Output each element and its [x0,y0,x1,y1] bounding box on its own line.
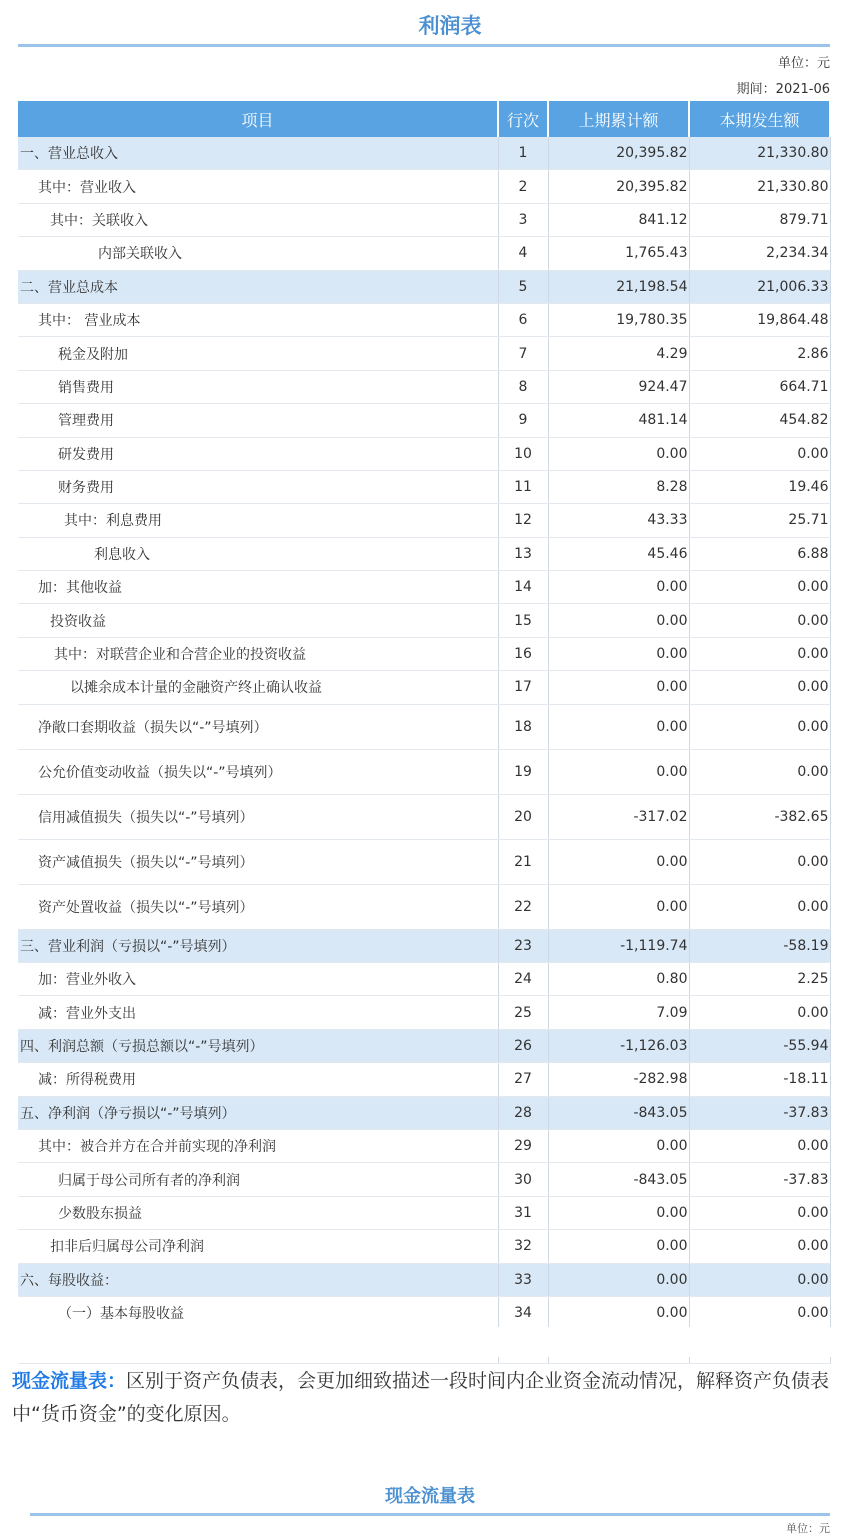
row-line-no: 29 [498,1129,548,1162]
row-item-name: 利息收入 [18,537,498,570]
table-row [18,270,830,303]
row-line-no: 4 [498,237,548,270]
row-prev-amount: 43.33 [548,504,689,537]
row-prev-amount: 924.47 [548,370,689,403]
row-prev-amount: 0.00 [548,1230,689,1263]
row-prev-amount: 0.00 [548,671,689,704]
row-prev-amount: 0.00 [548,884,689,929]
row-prev-amount: 0.00 [548,637,689,670]
row-curr-amount: 664.71 [689,370,830,403]
row-line-no: 6 [498,303,548,336]
cashflow-title: 现金流量表 [385,1486,475,1507]
row-line-no: 12 [498,504,548,537]
row-prev-amount: 0.00 [548,839,689,884]
row-curr-amount: 0.00 [689,1196,830,1229]
row-prev-amount: 0.00 [548,1296,689,1329]
header-prev-amount: 上期累计额 [548,101,689,137]
table-row [18,704,830,749]
row-line-no: 25 [498,996,548,1029]
table-row [18,963,830,996]
table-row [18,884,830,929]
header-line-no: 行次 [498,101,548,137]
row-line-no: 27 [498,1063,548,1096]
row-item-name: 六、每股收益： [18,1263,498,1296]
row-line-no: 17 [498,671,548,704]
row-curr-amount: 2,234.34 [689,237,830,270]
row-line-no: 2 [498,170,548,203]
row-prev-amount: -843.05 [548,1096,689,1129]
row-curr-amount: 0.00 [689,637,830,670]
row-line-no: 21 [498,839,548,884]
row-line-no: 14 [498,571,548,604]
table-row [18,404,830,437]
row-curr-amount: 879.71 [689,203,830,236]
table-row [18,671,830,704]
row-line-no: 26 [498,1029,548,1062]
row-prev-amount: -843.05 [548,1163,689,1196]
row-prev-amount: 20,395.82 [548,137,689,170]
table-row [18,604,830,637]
cashflow-title-divider [30,1513,830,1516]
table-row [18,303,830,336]
row-curr-amount: 0.00 [689,571,830,604]
row-prev-amount: 7.09 [548,996,689,1029]
row-curr-amount: 6.88 [689,537,830,570]
row-item-name: 减：营业外支出 [18,996,498,1029]
table-row [18,1063,830,1096]
table-row [18,794,830,839]
row-prev-amount: 0.00 [548,1129,689,1162]
cashflow-highlight: 现金流量表： [12,1370,127,1392]
row-item-name: 其中：利息费用 [18,504,498,537]
cashflow-text: 区别于资产负债表，会更加细致描述一段时间内企业资金流动情况，解释资产负债表中“货币资金”的变化原因。 [12,1370,830,1425]
table-row [18,1196,830,1229]
row-curr-amount: 0.00 [689,749,830,794]
table-row [18,637,830,670]
table-row [18,1163,830,1196]
row-curr-amount: 0.00 [689,1263,830,1296]
table-row [18,1129,830,1162]
row-prev-amount: 0.00 [548,437,689,470]
row-curr-amount: 454.82 [689,404,830,437]
row-prev-amount: 1,765.43 [548,237,689,270]
row-line-no: 33 [498,1263,548,1296]
row-item-name: 加：营业外收入 [18,963,498,996]
row-item-name: 其中： 营业成本 [18,303,498,336]
row-line-no: 18 [498,704,548,749]
row-curr-amount: 21,330.80 [689,170,830,203]
title-divider [18,44,830,47]
row-prev-amount: 45.46 [548,537,689,570]
row-item-name: （一）基本每股收益 [18,1296,498,1329]
row-prev-amount: 0.00 [548,571,689,604]
row-item-name: 财务费用 [18,470,498,503]
row-prev-amount: -1,126.03 [548,1029,689,1062]
row-curr-amount: -37.83 [689,1163,830,1196]
row-item-name: 研发费用 [18,437,498,470]
row-curr-amount: 21,330.80 [689,137,830,170]
row-line-no: 30 [498,1163,548,1196]
row-prev-amount: 0.00 [548,704,689,749]
row-prev-amount: 20,395.82 [548,170,689,203]
row-prev-amount: 0.00 [548,749,689,794]
row-item-name: 归属于母公司所有者的净利润 [18,1163,498,1196]
header-curr-amount: 本期发生额 [689,101,830,137]
row-curr-amount: -55.94 [689,1029,830,1062]
row-line-no: 11 [498,470,548,503]
row-line-no: 23 [498,929,548,962]
row-prev-amount: 0.00 [548,1196,689,1229]
table-row [18,370,830,403]
row-prev-amount: 0.00 [548,604,689,637]
table-row [18,571,830,604]
row-item-name: 内部关联收入 [18,237,498,270]
row-line-no: 20 [498,794,548,839]
row-item-name: 投资收益 [18,604,498,637]
row-item-name: 以摊余成本计量的金融资产终止确认收益 [18,671,498,704]
row-line-no: 32 [498,1230,548,1263]
row-item-name: 销售费用 [18,370,498,403]
table-row [18,470,830,503]
row-item-name: 净敞口套期收益（损失以“-”号填列） [18,704,498,749]
row-prev-amount: -282.98 [548,1063,689,1096]
row-curr-amount: 0.00 [689,884,830,929]
row-line-no: 9 [498,404,548,437]
row-prev-amount: 8.28 [548,470,689,503]
row-curr-amount: 0.00 [689,1296,830,1329]
row-curr-amount: -382.65 [689,794,830,839]
row-curr-amount: 0.00 [689,1129,830,1162]
row-line-no: 13 [498,537,548,570]
row-prev-amount: 0.00 [548,1263,689,1296]
row-line-no: 34 [498,1296,548,1329]
row-curr-amount: 19,864.48 [689,303,830,336]
income-statement-table [18,101,831,1364]
row-curr-amount: 0.00 [689,996,830,1029]
header-item: 项目 [18,101,498,137]
row-line-no: 15 [498,604,548,637]
row-line-no: 8 [498,370,548,403]
row-item-name: 加：其他收益 [18,571,498,604]
table-row [18,839,830,884]
row-line-no: 31 [498,1196,548,1229]
row-curr-amount: -37.83 [689,1096,830,1129]
row-curr-amount: 0.00 [689,437,830,470]
row-item-name: 三、营业利润（亏损以“-”号填列） [18,929,498,962]
table-row [18,1029,830,1062]
table-body [18,137,830,1363]
table-cut-mask [0,1327,852,1357]
row-curr-amount: -58.19 [689,929,830,962]
table-row [18,929,830,962]
row-line-no: 28 [498,1096,548,1129]
row-item-name: 管理费用 [18,404,498,437]
report-title: 利润表 [418,14,482,38]
unit-label: 单位：元 [777,56,830,71]
table-row [18,203,830,236]
table-row [18,437,830,470]
period-label: 期间：2021-06 [736,82,830,97]
row-item-name: 五、净利润（净亏损以“-”号填列） [18,1096,498,1129]
row-line-no: 19 [498,749,548,794]
table-row [18,749,830,794]
row-item-name: 其中：关联收入 [18,203,498,236]
table-row [18,237,830,270]
table-row [18,996,830,1029]
row-curr-amount: 0.00 [689,839,830,884]
row-curr-amount: 2.25 [689,963,830,996]
table-row [18,504,830,537]
row-item-name: 其中：被合并方在合并前实现的净利润 [18,1129,498,1162]
row-prev-amount: -317.02 [548,794,689,839]
row-item-name: 税金及附加 [18,337,498,370]
row-item-name: 二、营业总成本 [18,270,498,303]
cashflow-description [12,1365,832,1431]
row-prev-amount: 481.14 [548,404,689,437]
row-line-no: 22 [498,884,548,929]
row-item-name: 减：所得税费用 [18,1063,498,1096]
row-line-no: 3 [498,203,548,236]
row-item-name: 公允价值变动收益（损失以“-”号填列） [18,749,498,794]
cashflow-unit-label: 单位：元 [786,1522,830,1535]
row-item-name: 其中：对联营企业和合营企业的投资收益 [18,637,498,670]
table-row [18,1096,830,1129]
row-curr-amount: -18.11 [689,1063,830,1096]
row-item-name: 信用减值损失（损失以“-”号填列） [18,794,498,839]
row-curr-amount: 0.00 [689,1230,830,1263]
row-prev-amount: 0.80 [548,963,689,996]
row-item-name: 一、营业总收入 [18,137,498,170]
row-item-name: 四、利润总额（亏损总额以“-”号填列） [18,1029,498,1062]
row-prev-amount: 841.12 [548,203,689,236]
row-curr-amount: 21,006.33 [689,270,830,303]
row-item-name: 其中：营业收入 [18,170,498,203]
row-line-no: 7 [498,337,548,370]
row-line-no: 5 [498,270,548,303]
table-header-row [18,101,830,137]
table-row [18,337,830,370]
row-line-no: 16 [498,637,548,670]
row-line-no: 10 [498,437,548,470]
row-line-no: 24 [498,963,548,996]
row-prev-amount: 4.29 [548,337,689,370]
table-row [18,1263,830,1296]
row-item-name: 资产处置收益（损失以“-”号填列） [18,884,498,929]
row-item-name: 资产减值损失（损失以“-”号填列） [18,839,498,884]
table-row [18,170,830,203]
row-curr-amount: 2.86 [689,337,830,370]
row-prev-amount: 19,780.35 [548,303,689,336]
table-row [18,1230,830,1263]
row-item-name: 少数股东损益 [18,1196,498,1229]
row-item-name: 扣非后归属母公司净利润 [18,1230,498,1263]
table-row [18,537,830,570]
row-curr-amount: 0.00 [689,604,830,637]
table-row [18,137,830,170]
row-line-no: 1 [498,137,548,170]
row-prev-amount: -1,119.74 [548,929,689,962]
row-curr-amount: 0.00 [689,704,830,749]
row-prev-amount: 21,198.54 [548,270,689,303]
row-curr-amount: 25.71 [689,504,830,537]
row-curr-amount: 19.46 [689,470,830,503]
table-row [18,1296,830,1329]
row-curr-amount: 0.00 [689,671,830,704]
